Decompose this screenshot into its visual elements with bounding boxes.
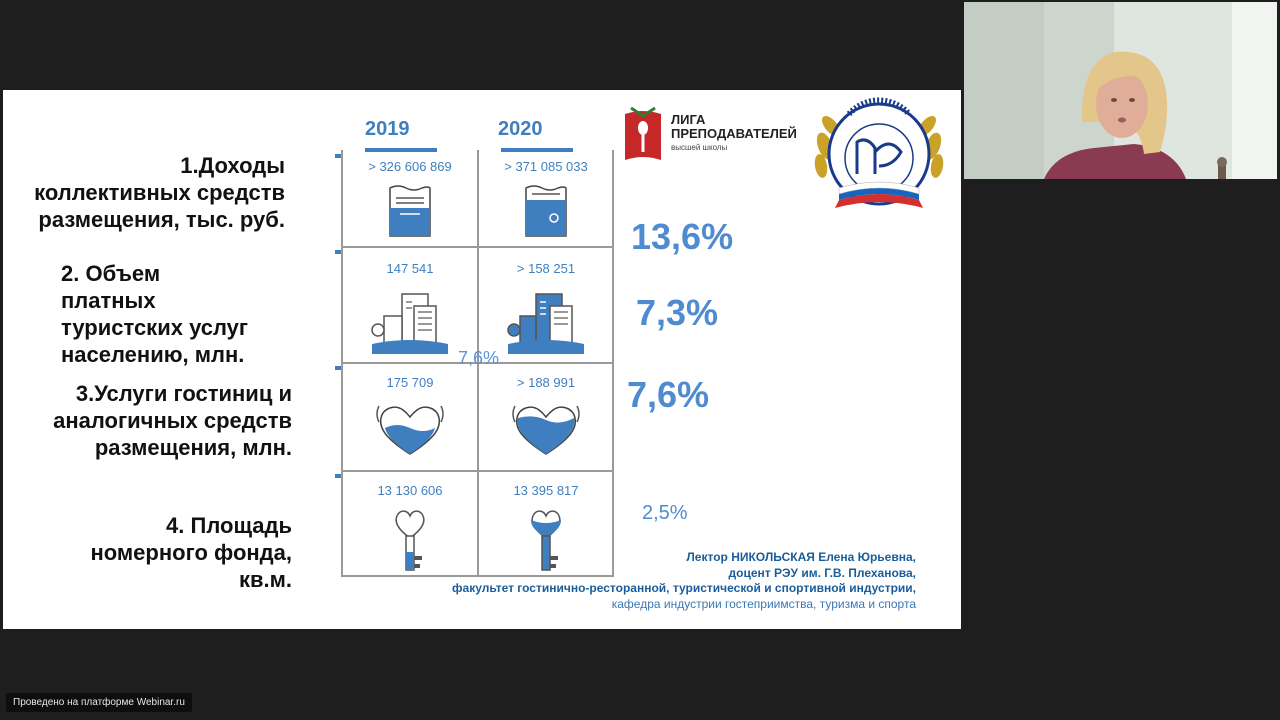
platform-badge: Проведено на платформе Webinar.ru bbox=[6, 693, 192, 712]
university-emblem-icon bbox=[809, 96, 949, 214]
value-text: > 158 251 bbox=[516, 261, 576, 276]
growth-percent-2: 7,3% bbox=[636, 292, 719, 333]
key-icon bbox=[388, 508, 432, 574]
presenter-webcam[interactable] bbox=[964, 2, 1277, 179]
value-text: 175 709 bbox=[386, 375, 434, 390]
value-text: 13 395 817 bbox=[513, 483, 579, 498]
growth-percent-3: 7,6% bbox=[627, 374, 710, 415]
growth-percent-4: 2,5% bbox=[642, 502, 688, 524]
cell-row1-2020 bbox=[479, 150, 613, 240]
row-label-3: 3.Услуги гостиниц и аналогичных средств размещения, млн. bbox=[53, 381, 292, 460]
row-label-4: 4. Площадь номерного фонда, кв.м. bbox=[90, 513, 292, 592]
value-text: > 326 606 869 bbox=[368, 159, 452, 174]
book-spoon-logo-icon bbox=[623, 106, 663, 162]
cell-row1-2019 bbox=[343, 150, 477, 240]
cell-row2-2020 bbox=[479, 252, 613, 356]
row-label-1: 1.Доходы коллективных средств размещения, тыс. руб. bbox=[34, 153, 285, 232]
cell-row2-2019 bbox=[343, 252, 477, 356]
growth-percent-overlay: 7,6% bbox=[458, 348, 500, 368]
lecturer-credits: Лектор НИКОЛЬСКАЯ Елена Юрьевна, доцент РЭУ им. Г.В. Плеханова, факультет гостинично-ресторанной, туристической и спортивной индустрии, кафедра индустрии гостеприимства, туризма и спорта bbox=[452, 550, 916, 611]
row-label-2: 2. Объем платных туристских услуг населению, млн. bbox=[61, 261, 249, 367]
presentation-slide bbox=[3, 90, 961, 629]
document-fill-icon bbox=[522, 184, 570, 240]
hotel-building-icon bbox=[506, 286, 586, 356]
cell-row3-2020 bbox=[479, 366, 613, 460]
heart-fill-icon bbox=[511, 400, 581, 460]
heart-fill-icon bbox=[375, 400, 445, 460]
value-text: 147 541 bbox=[386, 261, 434, 276]
growth-percent-1: 13,6% bbox=[631, 216, 734, 257]
year-2020: 2020 bbox=[498, 118, 543, 140]
document-fill-icon bbox=[386, 184, 434, 240]
year-2019: 2019 bbox=[365, 118, 410, 140]
value-text: > 371 085 033 bbox=[504, 159, 588, 174]
value-text: > 188 991 bbox=[516, 375, 576, 390]
cell-row3-2019 bbox=[343, 366, 477, 460]
liga-logo: ЛИГА ПРЕПОДАВАТЕЛЕЙ высшей школы bbox=[623, 106, 797, 162]
hotel-building-icon bbox=[370, 286, 450, 356]
presenter-video-icon bbox=[964, 2, 1277, 179]
value-text: 13 130 606 bbox=[377, 483, 443, 498]
